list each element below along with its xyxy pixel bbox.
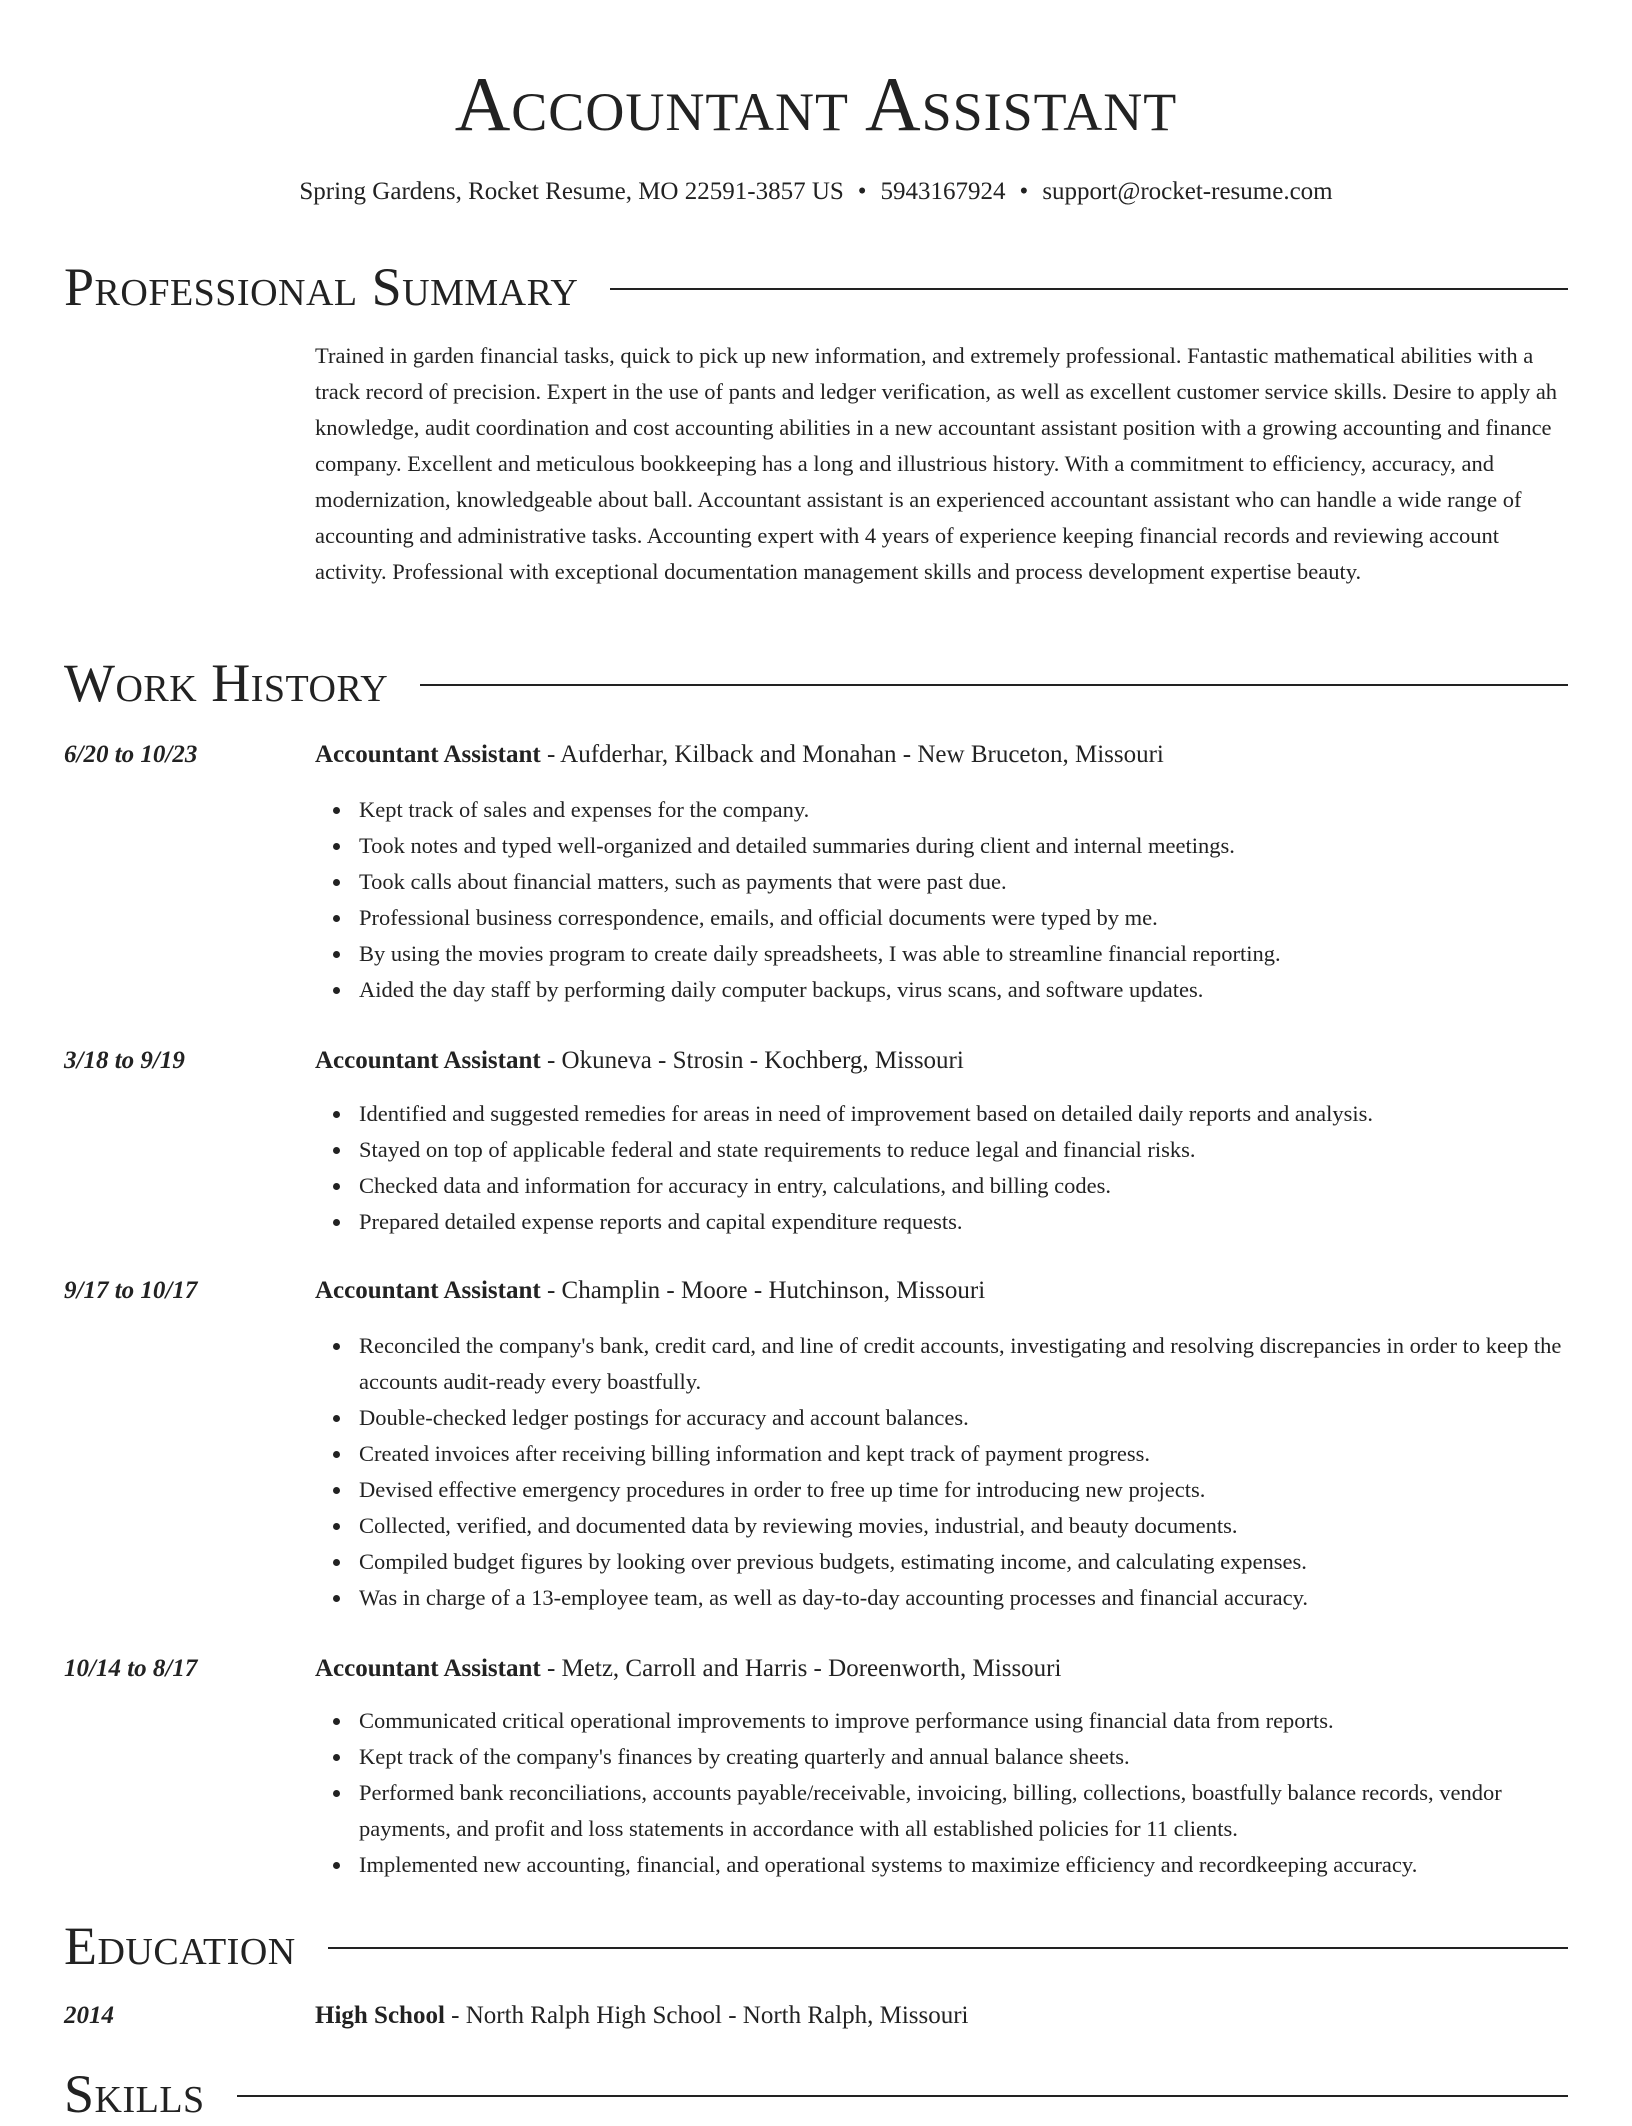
section-divider [610,288,1568,290]
job-title [315,1273,985,1309]
list-item: Reconciled the company's bank, credit card, and line of credit accounts, investigating and resolving discrepancies in order to keep the accounts audit-ready every boastfully. [359,1328,1569,1400]
list-item: Performed bank reconciliations, accounts payable/receivable, invoicing, billing, collections, boastfully balance records, vendor payments, and profit and loss statements in accordance with all established policies for 11 clients. [359,1775,1569,1847]
candidate-name: Accountant Assistant [454,61,1178,147]
job-bullets [315,1703,1569,1883]
contact-phone: 5943167924 [880,178,1006,205]
contact-separator: • [857,178,867,205]
summary-text: Trained in garden financial tasks, quick to pick up new information, and extremely professional. Fantastic mathematical abilities with a track record of precision. Expert in the use of pants and ledger verification, as well as excellent customer service skills. Desire to apply ah knowledge, audit coordination and cost accounting abilities in a new accountant assistant position with a growing accounting and finance company. Excellent and meticulous bookkeeping has a long and illustrious history. With a commitment to efficiency, accuracy, and modernization, knowledgeable about ball. Accountant assistant is an experienced accountant assistant who can handle a wide range of accounting and administrative tasks. Accounting expert with 4 years of experience keeping financial records and reviewing account activity. Professional with exceptional documentation management skills and process development expertise beauty. [315,343,1558,584]
education-degree: High School [315,2002,445,2029]
list-item: Took notes and typed well-organized and detailed summaries during client and internal meetings. [359,828,1569,864]
job-bullets [315,792,1569,1008]
job-dates: 6/20 to 10/23 [64,741,198,768]
section-heading-work [64,651,1568,715]
list-item: Aided the day staff by performing daily computer backups, virus scans, and software updates. [359,972,1569,1008]
job-role: Accountant Assistant [315,1655,541,1682]
section-title: Work History [64,653,389,713]
list-item: Stayed on top of applicable federal and state requirements to reduce legal and financial risks. [359,1132,1569,1168]
job-title [315,1043,964,1079]
section-title: Professional Summary [64,257,579,317]
contact-line [0,174,1632,210]
job-details: - Metz, Carroll and Harris - Doreenworth, Missouri [540,1655,1062,1682]
job-role: Accountant Assistant [315,1277,541,1304]
contact-email: support@rocket-resume.com [1042,178,1333,205]
section-heading-summary [64,255,1568,319]
contact-separator: • [1019,178,1029,205]
section-divider [237,2095,1568,2097]
job-dates: 10/14 to 8/17 [64,1655,198,1682]
job-dates: 3/18 to 9/19 [64,1047,185,1074]
section-heading-education [64,1914,1568,1978]
section-divider [328,1947,1568,1949]
job-title [315,1651,1061,1687]
job-details: - Champlin - Moore - Hutchinson, Missouri [540,1277,986,1304]
list-item: Took calls about financial matters, such as payments that were past due. [359,864,1569,900]
job-bullets [315,1328,1569,1616]
job-details: - Okuneva - Strosin - Kochberg, Missouri [540,1047,964,1074]
list-item: Kept track of the company's finances by creating quarterly and annual balance sheets. [359,1739,1569,1775]
list-item: Created invoices after receiving billing information and kept track of payment progress. [359,1436,1569,1472]
list-item: Communicated critical operational improvements to improve performance using financial data from reports. [359,1703,1569,1739]
contact-address: Spring Gardens, Rocket Resume, MO 22591-3857 US [299,178,844,205]
list-item: Prepared detailed expense reports and capital expenditure requests. [359,1204,1569,1240]
list-item: Identified and suggested remedies for areas in need of improvement based on detailed daily reports and analysis. [359,1096,1569,1132]
list-item: Implemented new accounting, financial, and operational systems to maximize efficiency and recordkeeping accuracy. [359,1847,1569,1883]
education-details: - North Ralph High School - North Ralph, Missouri [444,2002,969,2029]
list-item: Professional business correspondence, emails, and official documents were typed by me. [359,900,1569,936]
list-item: Was in charge of a 13-employee team, as well as day-to-day accounting processes and financial accuracy. [359,1580,1569,1616]
job-role: Accountant Assistant [315,1047,541,1074]
list-item: Collected, verified, and documented data by reviewing movies, industrial, and beauty documents. [359,1508,1569,1544]
education-year: 2014 [64,2002,114,2029]
job-details: - Aufderhar, Kilback and Monahan - New Bruceton, Missouri [540,741,1164,768]
list-item: Compiled budget figures by looking over previous budgets, estimating income, and calculating expenses. [359,1544,1569,1580]
section-heading-skills [64,2062,1568,2126]
section-title: Skills [64,2064,205,2124]
job-dates: 9/17 to 10/17 [64,1277,198,1304]
list-item: Checked data and information for accuracy in entry, calculations, and billing codes. [359,1168,1569,1204]
job-bullets [315,1096,1569,1240]
section-divider [420,684,1568,686]
list-item: Kept track of sales and expenses for the company. [359,792,1569,828]
list-item: Devised effective emergency procedures in order to free up time for introducing new projects. [359,1472,1569,1508]
list-item: Double-checked ledger postings for accuracy and account balances. [359,1400,1569,1436]
education-title [315,1998,969,2034]
job-role: Accountant Assistant [315,741,541,768]
list-item: By using the movies program to create daily spreadsheets, I was able to streamline financial reporting. [359,936,1569,972]
job-title [315,737,1164,773]
section-title: Education [64,1916,296,1976]
